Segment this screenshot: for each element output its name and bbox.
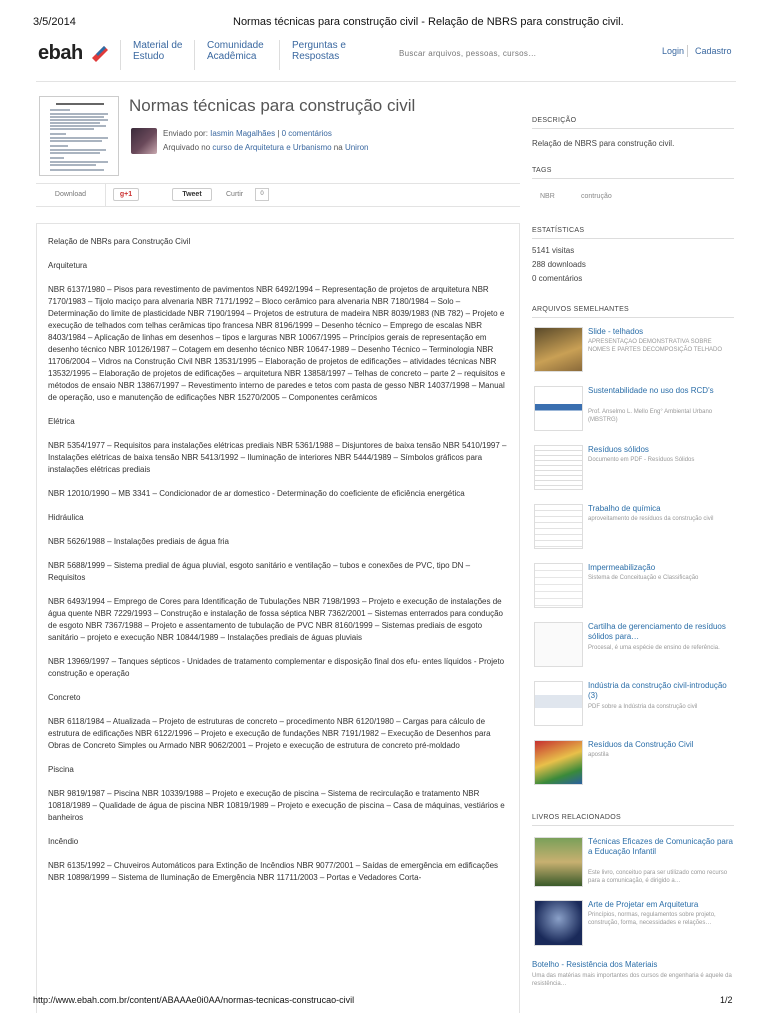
- nav-divider: [687, 45, 688, 57]
- description-heading: DESCRIÇÃO: [532, 117, 734, 129]
- file-thumbnail: [534, 622, 583, 667]
- section-heading-arquitetura: Arquitetura: [48, 261, 88, 270]
- stats-heading: ESTATÍSTICAS: [532, 227, 734, 239]
- similar-file-desc: Prof. Anselmo L. Mello Eng° Ambiental Urbano (MBSTRG): [588, 409, 713, 423]
- course-link[interactable]: curso de Arquitetura e Urbanismo: [212, 143, 332, 152]
- file-thumbnail: [534, 681, 583, 726]
- section-heading-incendio: Incêndio: [48, 837, 79, 846]
- similar-file-desc: apostila: [588, 752, 609, 758]
- book-title[interactable]: Arte de Projetar em Arquitetura: [588, 900, 699, 909]
- similar-files-heading: ARQUIVOS SEMELHANTES: [532, 306, 734, 318]
- site-logo[interactable]: ebah: [38, 42, 83, 64]
- similar-file-title[interactable]: Indústria da construção civil-introdução (3): [588, 681, 727, 700]
- avatar[interactable]: [131, 128, 157, 154]
- book-cover: [534, 900, 583, 946]
- similar-file-title[interactable]: Cartilha de gerenciamento de resíduos sólidos para…: [588, 622, 726, 641]
- content-paragraph: NBR 13969/1997 – Tanques sépticos - Unidades de tratamento complementar e disposição final dos efu- entes líquidos - Projeto construção e operação: [48, 657, 505, 678]
- similar-file-item[interactable]: [532, 622, 734, 674]
- similar-file-item[interactable]: [532, 445, 734, 497]
- tweet-button[interactable]: Tweet: [172, 188, 212, 201]
- related-book-item[interactable]: [532, 837, 734, 895]
- book-desc: Este livro, conceituo para ser utilizado como recurso para a comunicação, é dirigido a…: [588, 870, 728, 884]
- institution-link[interactable]: Uniron: [344, 143, 369, 152]
- cadastro-link[interactable]: Cadastro: [695, 46, 732, 56]
- book-title[interactable]: Técnicas Eficazes de Comunicação para a Educação Infantil: [588, 837, 733, 856]
- search-input[interactable]: Buscar arquivos, pessoas, cursos…: [399, 49, 537, 58]
- sent-by-label: Enviado por:: [163, 129, 208, 138]
- login-link[interactable]: Login: [662, 46, 685, 56]
- similar-file-desc: Procesal, é uma espécie de ensino de referência.: [588, 645, 720, 651]
- content-paragraph: NBR 6135/1992 – Chuveiros Automáticos para Extinção de Incêndios NBR 9077/2001 – Saídas de emergência em edificações NBR 10898/1999 – Sistema de Iluminação de Emergência NBR 11711/2003 – Portas e Vedadores Corta-: [48, 861, 499, 882]
- page-title: Normas técnicas para construção civil: [129, 96, 416, 115]
- comments-link[interactable]: 0 comentários: [281, 129, 332, 138]
- content-paragraph: NBR 9819/1987 – Piscina NBR 10339/1988 – Projeto e execução de piscina – Sistema de recirculação e tratamento NBR 10818/1989 – Qualidade de água de piscina NBR 10819/1989 – Projeto e execução de piscina – Casa de máquinas, vestiários e banheiros: [48, 789, 505, 822]
- nav-material-de-estudo[interactable]: Material de Estudo: [120, 40, 190, 70]
- similar-file-title[interactable]: Impermeabilização: [588, 563, 656, 572]
- similar-file-item[interactable]: [532, 386, 734, 438]
- tags-heading: TAGS: [532, 167, 734, 179]
- top-bar: [36, 34, 736, 82]
- file-thumbnail: [534, 386, 583, 431]
- actions-bar: [36, 183, 520, 207]
- file-thumbnail: [534, 563, 583, 608]
- download-button[interactable]: Download: [36, 184, 106, 206]
- book-desc: Princípios, normas, regulamentos sobre projeto, construção, forma, necessidades e relações…: [588, 912, 716, 926]
- like-count: 0: [255, 188, 269, 201]
- file-thumbnail: [534, 504, 583, 549]
- similar-file-desc: Documento em PDF - Resíduos Sólidos: [588, 457, 695, 463]
- content-paragraph: NBR 6118/1984 – Atualizada – Projeto de estruturas de concreto – procedimento NBR 6120/1980 – Cargas para cálculo de estrutura de edificações NBR 6122/1996 – Projeto e execução de fundações NBR 7191/1982 – Execução de Desenhos para Obras de Concreto Simples ou Armado NBR 9062/2001 – Projeto e execução de estrutura de concreto pré-moldado: [48, 717, 491, 750]
- similar-file-desc: aproveitamento de resíduos da construção civil: [588, 516, 714, 522]
- file-thumbnail: [534, 327, 583, 372]
- document-thumbnail[interactable]: [39, 96, 119, 176]
- similar-file-desc: PDF sobre a Indústria da construção civil: [588, 704, 698, 710]
- book-title[interactable]: Botelho - Resistência dos Materiais: [532, 960, 658, 969]
- similar-file-item[interactable]: [532, 327, 734, 379]
- nav-comunidade-academica[interactable]: Comunidade Acadêmica: [194, 40, 278, 70]
- document-content: [36, 223, 520, 1013]
- content-paragraph: NBR 12010/1990 – MB 3341 – Condicionador de ar domestico - Determinação do coeficiente de eficiência energética: [48, 489, 465, 498]
- similar-file-title[interactable]: Slide - telhados: [588, 327, 644, 336]
- section-heading-piscina: Piscina: [48, 765, 74, 774]
- content-paragraph: Relação de NBRs para Construção Civil: [48, 237, 191, 246]
- print-page-number: 1/2: [720, 995, 733, 1005]
- similar-file-item[interactable]: [532, 563, 734, 615]
- similar-file-title[interactable]: Resíduos sólidos: [588, 445, 649, 454]
- author-link[interactable]: Iasmin Magalhães: [210, 129, 276, 138]
- content-paragraph: NBR 5626/1988 – Instalações prediais de água fria: [48, 537, 230, 546]
- similar-file-title[interactable]: Resíduos da Construção Civil: [588, 740, 694, 749]
- similar-file-item[interactable]: [532, 740, 734, 792]
- stat-downloads: 288 downloads: [532, 260, 586, 269]
- content-paragraph: NBR 5354/1977 – Requisitos para instalações elétricas prediais NBR 5361/1988 – Disjuntores de baixa tensão NBR 5410/1997 – Instalações elétricas de baixa tensão NBR 5413/1992 – Iluminação de interiores NBR 5444/1989 – Símbolos gráficos para instalações elétricas prediais: [48, 441, 507, 474]
- section-heading-concreto: Concreto: [48, 693, 81, 702]
- section-heading-eletrica: Elétrica: [48, 417, 75, 426]
- like-button[interactable]: Curtir: [226, 191, 244, 198]
- content-paragraph: NBR 6493/1994 – Emprego de Cores para Identificação de Tubulações NBR 7198/1993 – Projeto e execução de instalações de água quente NBR 7229/1993 – Construção e instalação de fossa séptica NBR 7362/2001 – Sistemas enterrados para condução de esgoto NBR 7367/1988 – Projeto e assentamento de tubulação de PVC NBR 8160/1999 – Sistemas prediais de esgoto sanitário – projeto e execução NBR 10844/1989 – Instalações prediais de águas pluviais: [48, 597, 503, 642]
- stat-visits: 5141 visitas: [532, 246, 575, 255]
- book-cover: [534, 837, 583, 887]
- content-paragraph: NBR 6137/1980 – Pisos para revestimento de pavimentos NBR 6492/1994 – Representação de projetos de arquitetura NBR 7170/1983 – Tijolo maciço para alvenaria NBR 7171/1992 – Bloco cerâmico para alvenaria NBR 7180/1984 – Solo – Determinação do limite de plasticidade NBR 7190/1994 – Projetos de estrutura de madeira NBR 8039/1983 (NB 782) – Projeto e execução de telhados com telhas cerâmicas tipo francesa NBR 8196/1999 – Desenho técnico – Emprego de escalas NBR 8403/1984 – Aplicação de linhas em desenhos – tipos e larguras NBR 10067/1995 – Princípios gerais de representação em desenho técnico NBR 10126/1987 – Cotagem em desenho técnico NBR 10647-1989 – Desenho Técnico – Terminologia NBR 11706/2004 – Vidros na Construção Civil NBR 13531/1995 – Elaboração de projetos de edificações – atividades técnicas NBR 13532/1995 – Elaboração de projetos de edificações – arquitetura NBR 13858/1997 – Telhas de concreto – parte 2 – requisitos e métodos de ensaio NBR 13867/1997 – Revestimento interno de paredes e tetos com pasta de gesso NBR 14037/1998 – Manual de operação, uso e manutenção de edificações NBR 15270/2005 – Componentes cerâmicos: [48, 285, 506, 402]
- file-thumbnail: [534, 445, 583, 490]
- print-title: Normas técnicas para construção civil - Relação de NBRS para construção civil.: [233, 16, 624, 28]
- description-text: Relação de NBRS para construção civil.: [532, 139, 675, 148]
- author-line: Enviado por: Iasmin Magalhães | 0 comentários: [163, 129, 332, 138]
- on-label: na: [333, 143, 343, 152]
- content-paragraph: NBR 5688/1999 – Sistema predial de água pluvial, esgoto sanitário e ventilação – tubos e conexões de PVC, tipo DN – Requisitos: [48, 561, 471, 582]
- similar-file-item[interactable]: [532, 504, 734, 556]
- related-book-item[interactable]: [532, 900, 734, 950]
- logo-arrow-icon: [90, 42, 110, 62]
- similar-file-desc: APRESENTAÇAO DEMONSTRATIVA SOBRE NOMES E PARTES DECOMPOSIÇÃO TELHADO: [588, 339, 723, 353]
- print-date: 3/5/2014: [33, 16, 76, 28]
- similar-file-item[interactable]: [532, 681, 734, 733]
- file-thumbnail: [534, 740, 583, 785]
- tag-link[interactable]: contrução: [581, 193, 612, 200]
- print-header: [33, 16, 738, 30]
- section-heading-hidraulica: Hidráulica: [48, 513, 84, 522]
- stat-comments: 0 comentários: [532, 274, 583, 283]
- print-footer-url: http://www.ebah.com.br/content/ABAAAe0i0AA/normas-tecnicas-construcao-civil: [33, 995, 355, 1005]
- nav-perguntas-e-respostas[interactable]: Perguntas e Respostas: [279, 40, 351, 70]
- book-desc: Uma das matérias mais importantes dos cursos de engenharia é aquele da resistência…: [532, 973, 732, 987]
- archived-label: Arquivado no: [163, 143, 211, 152]
- related-books-heading: LIVROS RELACIONADOS: [532, 814, 734, 826]
- gplus-button[interactable]: g+1: [113, 188, 139, 201]
- archive-line: [163, 143, 369, 152]
- similar-file-title[interactable]: Sustentabilidade no uso dos RCD's: [588, 386, 714, 395]
- related-book-item[interactable]: [532, 960, 734, 1000]
- tag-link[interactable]: NBR: [540, 193, 555, 200]
- similar-file-title[interactable]: Trabalho de química: [588, 504, 661, 513]
- similar-file-desc: Sistema de Conceituação e Classificação: [588, 575, 699, 581]
